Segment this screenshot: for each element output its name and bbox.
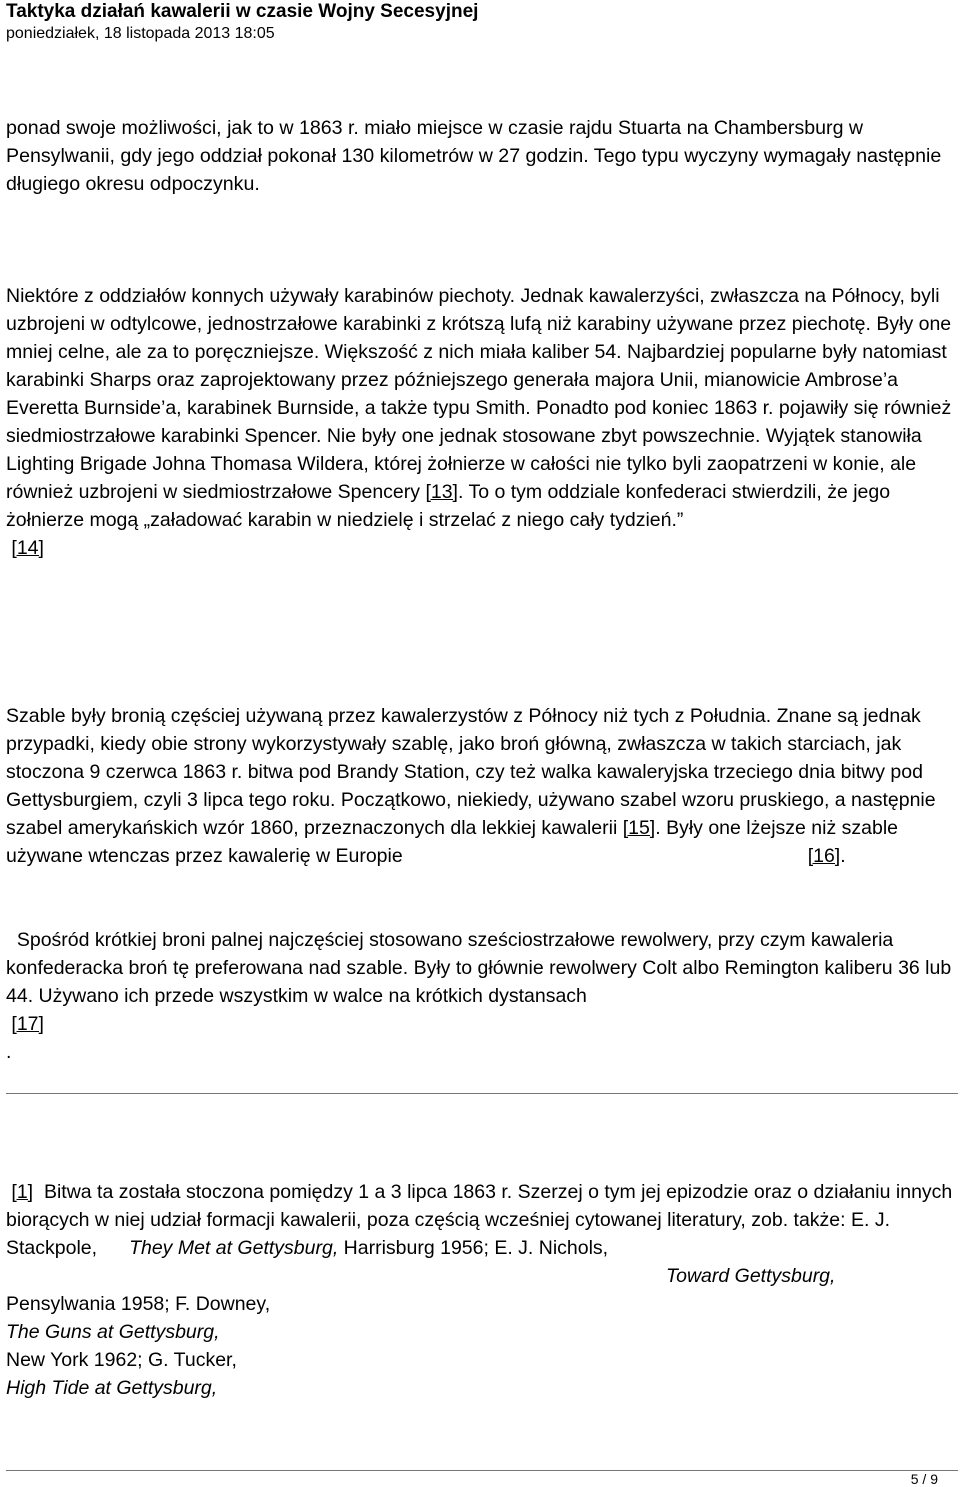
document-date: poniedziałek, 18 listopada 2013 18:05 [6, 25, 275, 42]
book-title: The Guns at Gettysburg, [6, 1321, 220, 1343]
footnote-backlink-1[interactable]: [1] [11, 1181, 34, 1203]
footnote-text: Harrisburg 1956; E. J. Nichols, [343, 1237, 609, 1259]
paragraph-text: Niektóre z oddziałów konnych używały karabinów piechoty. Jednak kawalerzyści, zwłaszcza na Północy, byli uzbrojeni w odtylcowe, jednostrzałowe karabinki z krótszą lufą niż karabiny używane przez piechotę. Były one mniej celne, ale za to poręczniejsze. Większość z nich miała kaliber 54. Najbardziej popularne były natomiast karabinki Sharps oraz zaprojektowany przez późniejszego generała majora Unii, mianowicie Ambrose’a Everetta Burnside’a, karabinek Burnside, a także typu Smith. Ponadto pod koniec 1863 r. pojawiły się również siedmiostrzałowe karabinki Spencer. Nie były one jednak stosowane zbyt powszechnie. Wyjątek stanowiła Lighting Brigade Johna Thomasa Wildera, której żołnierze w całości nie tylko byli zaopatrzeni w konie, ale również uzbrojeni w siedmiostrzałowe Spencery [6, 285, 952, 503]
footnote-link-14[interactable]: [14] [11, 537, 44, 559]
paragraph-text: . Były one lżejsze niż szable używane wtenczas przez kawalerię w Europie [6, 817, 899, 867]
footnote-link-15[interactable]: [15] [622, 817, 656, 839]
paragraph-revolvers [6, 926, 956, 1066]
paragraph-text: Szable były bronią częściej używaną przez kawalerzystów z Północy niż tych z Południa. Znane są jednak przypadki, kiedy obie strony wykorzystywały szablę, jako broń główną, zwłaszcza w takich starciach, jak stoczona 9 czerwca 1863 r. bitwa pod Brandy Station, czy też walka kawaleryjska trzeciego dnia bitwy pod Gettysburgiem, czyli 3 lipca tego roku. Początkowo, niekiedy, używano szabel wzoru pruskiego, a następnie szabel amerykańskich wzór 1860, przeznaczonych dla lekkiej kawalerii [6, 705, 936, 839]
footnote-link-16[interactable]: [16] [807, 845, 841, 867]
footnote-text: New York 1962; G. Tucker, [6, 1349, 237, 1371]
page-number: 5 / 9 [910, 1471, 938, 1487]
paragraph-carbines [6, 282, 956, 562]
footnote-link-17[interactable]: [17] [11, 1013, 44, 1035]
book-title: They Met at Gettysburg, [129, 1237, 339, 1259]
footnote-text: Pensylwania 1958; F. Downey, [6, 1293, 271, 1315]
footnotes-divider [6, 1093, 958, 1094]
paragraph-text: . [6, 1041, 12, 1063]
paragraph-text: ponad swoje możliwości, jak to w 1863 r. miało miejsce w czasie rajdu Stuarta na Chambersburg w Pensylwanii, gdy jego oddział pokonał 130 kilometrów w 27 godzin. Tego typu wyczyny wymagały następnie długiego okresu odpoczynku. [6, 117, 942, 195]
paragraph-sabres [6, 702, 956, 870]
paragraph-stuart-raid [6, 114, 956, 198]
document-title: Taktyka działań kawalerii w czasie Wojny Secesyjnej [6, 1, 479, 22]
footnote-1 [6, 1178, 956, 1402]
footnote-link-13[interactable]: [13] [425, 481, 458, 503]
book-title: High Tide at Gettysburg, [6, 1377, 218, 1399]
footnote-text: Bitwa ta została stoczona pomiędzy 1 a 3 lipca 1863 r. Szerzej o tym jej epizodzie oraz o działaniu innych biorących w niej udział formacji kawalerii, poza częścią wcześniej cytowanej literatury, zob. także: E. J. Stackpole, [6, 1181, 953, 1259]
paragraph-text: Spośród krótkiej broni palnej najczęściej stosowano sześciostrzałowe rewolwery, przy czym kawaleria konfederacka broń tę preferowana nad szable. Były to głównie rewolwery Colt albo Remington kaliberu 36 lub 44. Używano ich przede wszystkim w walce na krótkich dystansach [6, 929, 952, 1007]
page-footer-divider [6, 1470, 958, 1471]
paragraph-text: . To o tym oddziale konfederaci stwierdzili, że jego żołnierze mogą „załadować karabin w niedzielę i strzelać z niego cały tydzień.” [6, 481, 891, 531]
paragraph-text: . [840, 845, 846, 867]
book-title: Toward Gettysburg, [666, 1265, 836, 1287]
